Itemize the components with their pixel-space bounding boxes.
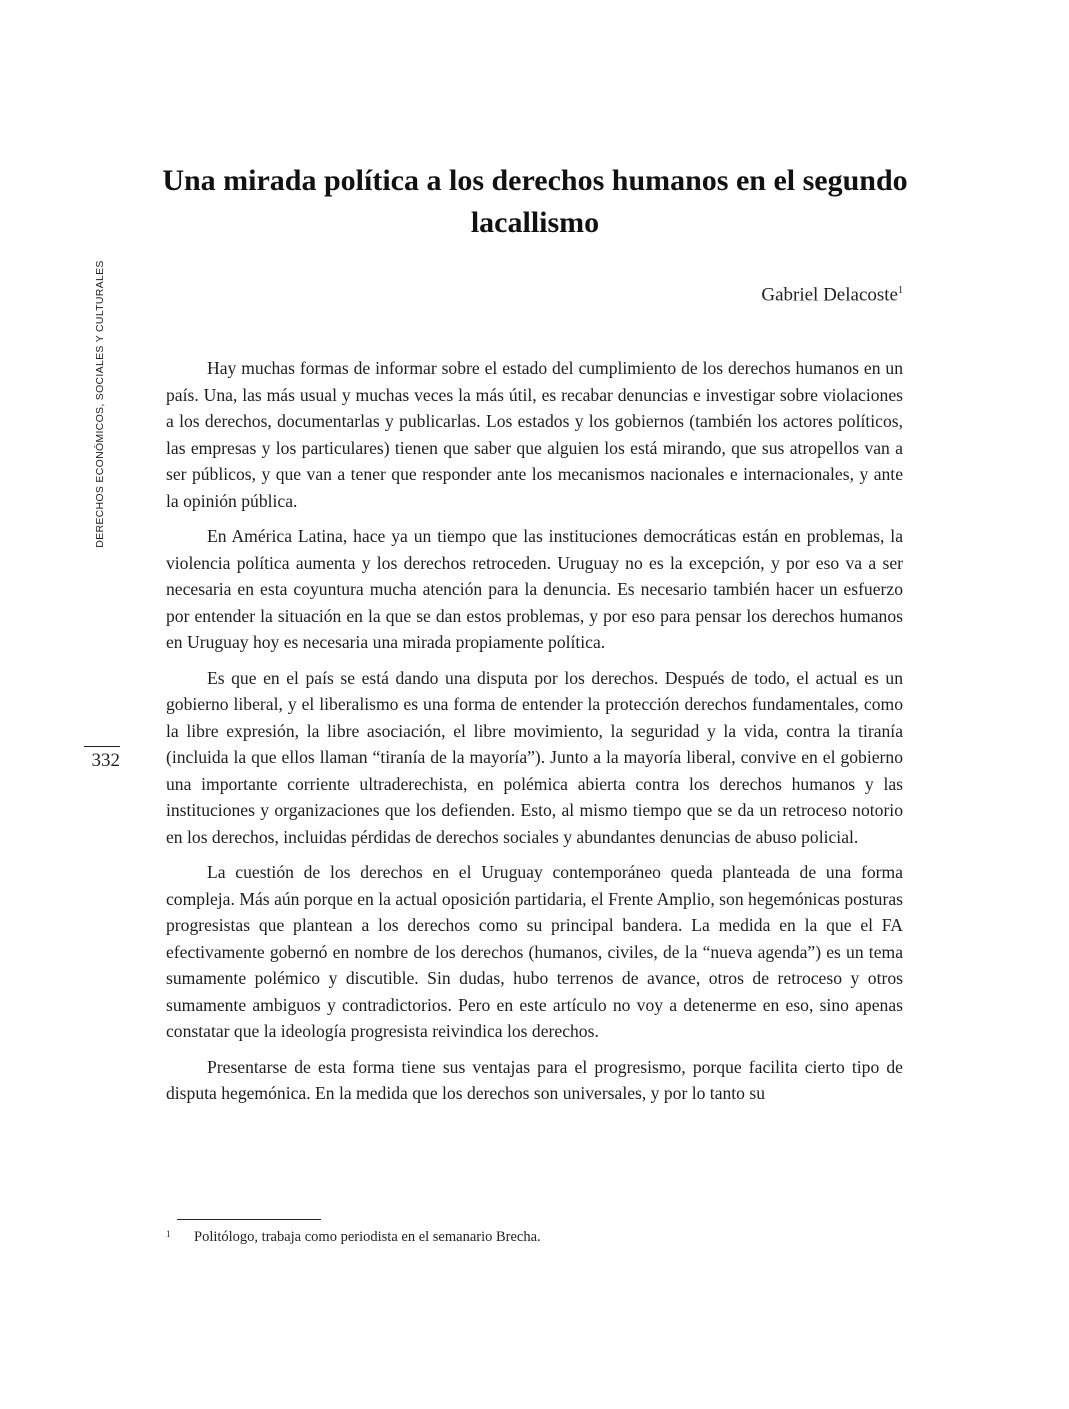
- running-section-label: DERECHOS ECONÓMICOS, SOCIALES Y CULTURALES: [94, 260, 106, 548]
- footnote-mark: 1: [166, 1229, 171, 1239]
- body-paragraph: Hay muchas formas de informar sobre el estado del cumplimiento de los derechos humanos en un país. Una, las más usual y muchas veces la más útil, es recabar denuncias e investigar sobre violaciones a los derechos, documentarlas y publicarlas. Los estados y los gobiernos (también los actores políticos, las empresas y los particulares) tienen que saber que alguien los está mirando, que sus atropellos van a ser públicos, y que van a tener que responder ante los mecanismos nacionales e internacionales, y ante la opinión pública.: [166, 358, 903, 511]
- body-paragraph: La cuestión de los derechos en el Uruguay contemporáneo queda planteada de una forma compleja. Más aún porque en la actual oposición partidaria, el Frente Amplio, son hegemónicas posturas progresistas que plantean a los derechos como su principal bandera. La medida en la que el FA efectivamente gobernó en nombre de los derechos (humanos, civiles, de la “nueva agenda”) es un tema sumamente polémico y discutible. Sin dudas, hubo terrenos de avance, otros de retroceso y otros sumamente ambiguos y contradictorios. Pero en este artículo no voy a detenerme en eso, sino apenas constatar que la ideología progresista reivindica los derechos.: [166, 862, 903, 1041]
- body-paragraph: Es que en el país se está dando una disputa por los derechos. Después de todo, el actual es un gobierno liberal, y el liberalismo es una forma de entender la protección derechos fundamentales, como la libre expresión, la libre asociación, el libre movimiento, la seguridad y la vida, contra la tiranía (incluida la que ellos llaman “tiranía de la mayoría”). Junto a la mayoría liberal, convive en el gobierno una importante corriente ultraderechista, en polémica abierta contra los derechos humanos y las instituciones y organizaciones que los defienden. Esto, al mismo tiempo que se da un retroceso notorio en los derechos, incluidas pérdidas de derechos sociales y abundantes denuncias de abuso policial.: [166, 667, 903, 847]
- article-body: [166, 355, 903, 1116]
- footnote-text: Politólogo, trabaja como periodista en el semanario Brecha.: [194, 1229, 541, 1245]
- body-paragraph: Presentarse de esta forma tiene sus ventajas para el progresismo, porque facilita cierto tipo de disputa hegemónica. En la medida que los derechos son universales, y por lo tanto su: [166, 1056, 903, 1103]
- author-name: Gabriel Delacoste: [761, 284, 898, 306]
- footnote: [166, 1227, 903, 1247]
- article-title: Una mirada política a los derechos humanos en el segundo lacallismo: [162, 164, 908, 239]
- author-footnote-ref[interactable]: 1: [898, 285, 903, 296]
- page-number: 332: [84, 746, 120, 772]
- body-paragraph: En América Latina, hace ya un tiempo que las instituciones democráticas están en problemas, la violencia política aumenta y los derechos retroceden. Uruguay no es la excepción, y por eso va a ser necesaria en esta coyuntura mucha atención para la denuncia. Es necesario también hacer un esfuerzo por entender la situación en la que se dan estos problemas, y por eso para pensar los derechos humanos en Uruguay hoy es necesaria una mirada propiamente política.: [166, 526, 903, 652]
- author-line: [761, 279, 903, 307]
- footnote-divider: [177, 1219, 321, 1220]
